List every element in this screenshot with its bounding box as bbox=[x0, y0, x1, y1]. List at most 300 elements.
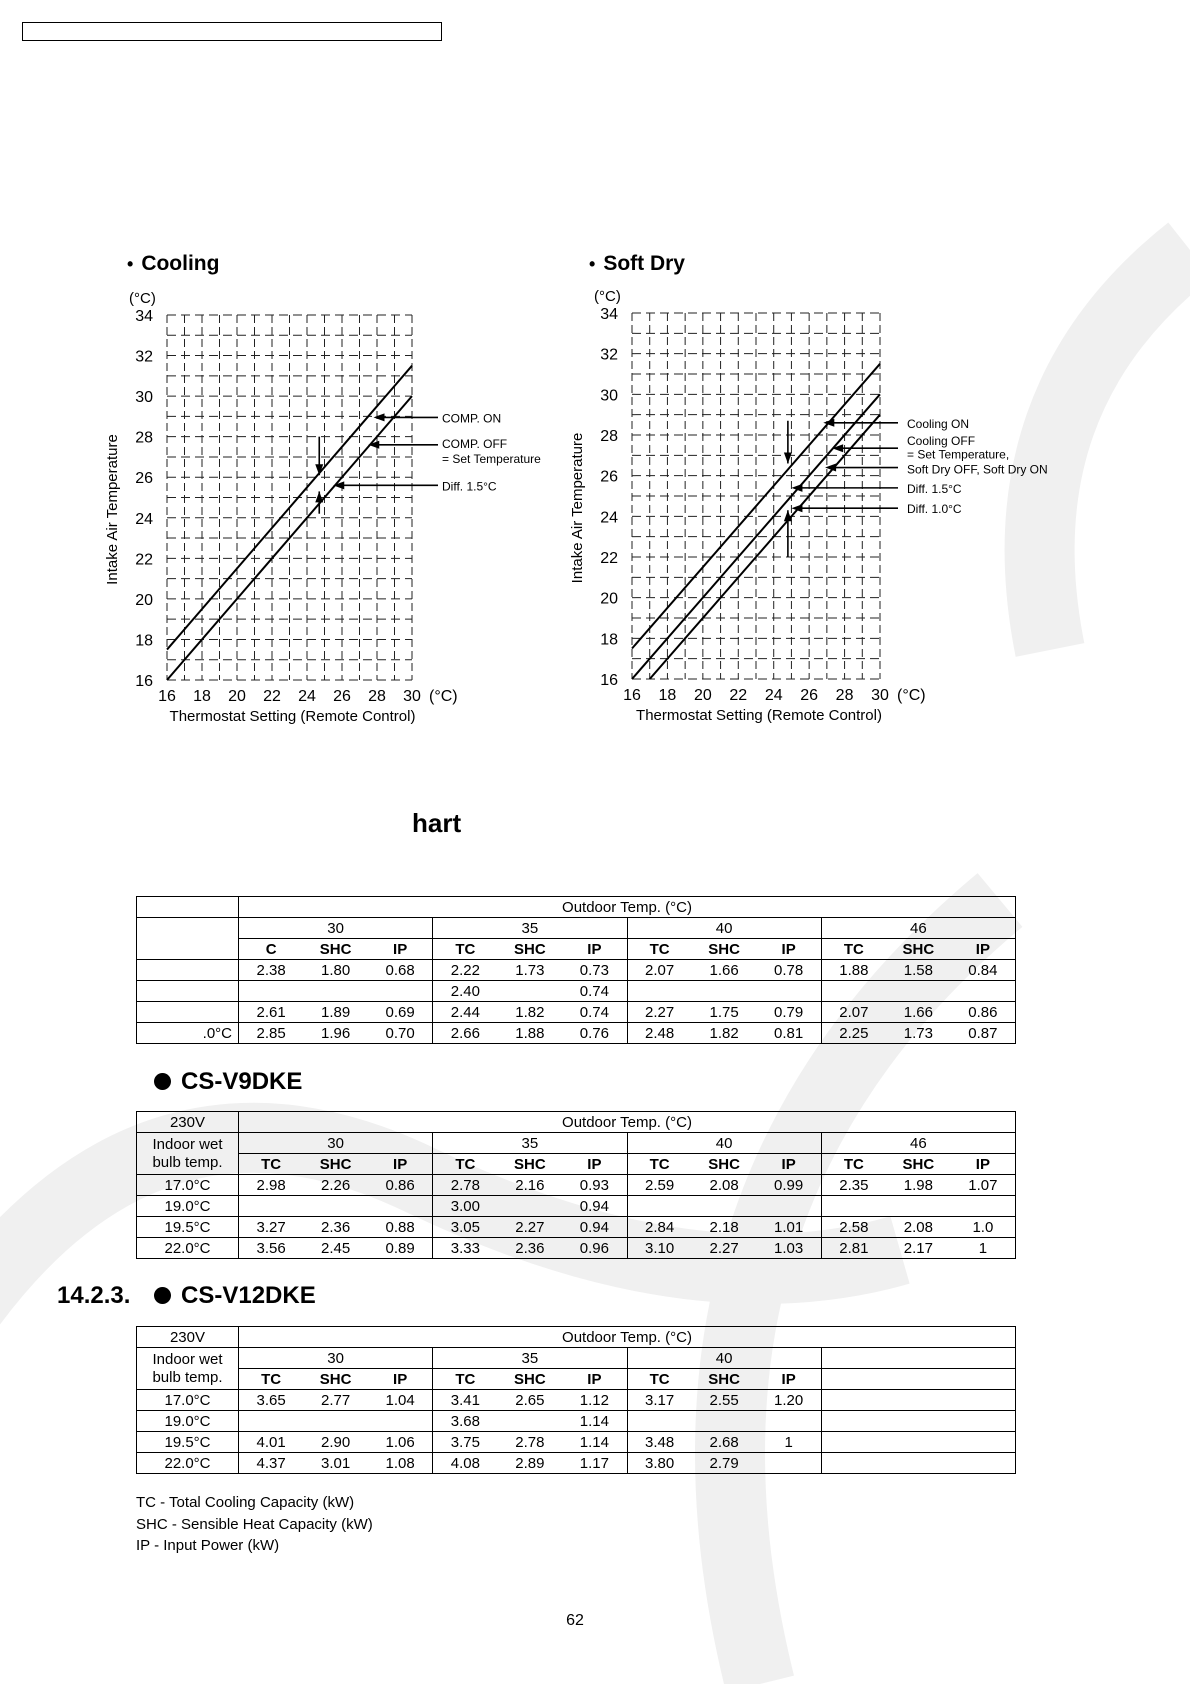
x-tick-label: 18 bbox=[658, 687, 677, 704]
y-tick-label: 20 bbox=[135, 591, 153, 609]
table-row bbox=[137, 1023, 1016, 1044]
x-tick-label: 16 bbox=[158, 688, 176, 705]
indoor-label-line1: Indoor wet bbox=[152, 1350, 223, 1368]
x-tick-label: 22 bbox=[263, 688, 281, 705]
outdoor-temp-35: 35 bbox=[433, 918, 627, 939]
column-header bbox=[951, 1369, 1016, 1390]
annotation-cooling-off: Cooling OFF bbox=[907, 434, 976, 449]
annotation-diff15: Diff. 1.5°C bbox=[907, 481, 962, 496]
table-cell: 2.27 bbox=[692, 1238, 757, 1259]
table-cell: 2.89 bbox=[498, 1453, 563, 1474]
x-tick-label: 16 bbox=[623, 687, 641, 704]
table-row bbox=[137, 960, 1016, 981]
table-cell: 1.82 bbox=[498, 1002, 563, 1023]
outdoor-temp-30: 30 bbox=[239, 1133, 433, 1154]
outdoor-temp-40: 40 bbox=[627, 918, 821, 939]
table-cell bbox=[368, 1411, 433, 1432]
table-cell: 0.78 bbox=[757, 960, 822, 981]
column-header: SHC bbox=[303, 1369, 368, 1390]
column-header: SHC bbox=[692, 939, 757, 960]
table-cell: 2.61 bbox=[239, 1002, 304, 1023]
diff-arrow-head bbox=[333, 481, 344, 489]
y-tick-label: 22 bbox=[600, 550, 618, 567]
y-tick-label: 32 bbox=[135, 348, 153, 366]
table-cell: 1.89 bbox=[303, 1002, 368, 1023]
corner-label bbox=[137, 897, 239, 918]
outdoor-temp-30: 30 bbox=[239, 918, 433, 939]
x-tick-label: 28 bbox=[835, 687, 854, 704]
table-cell: 0.93 bbox=[562, 1175, 627, 1196]
table-cell bbox=[757, 1196, 822, 1217]
x-tick-label: 20 bbox=[693, 687, 712, 704]
y-tick-label: 18 bbox=[135, 632, 153, 650]
table-cell: 1.98 bbox=[886, 1175, 951, 1196]
column-header: IP bbox=[951, 939, 1016, 960]
indoor-label-line1: Indoor wet bbox=[152, 1135, 223, 1153]
y-tick-label: 22 bbox=[135, 551, 153, 569]
table-cell bbox=[692, 1196, 757, 1217]
annotation-cooling-on: Cooling ON bbox=[907, 416, 970, 431]
table-cell: 3.33 bbox=[433, 1238, 498, 1259]
y-tick-label: 30 bbox=[600, 387, 618, 405]
table-row bbox=[137, 1002, 1016, 1023]
row-label: 17.0°C bbox=[137, 1175, 239, 1196]
table-cell: 0.74 bbox=[562, 1002, 627, 1023]
table-cell bbox=[239, 981, 304, 1002]
y-tick-label: 34 bbox=[600, 306, 618, 323]
x-tick-label: 18 bbox=[193, 688, 211, 705]
capacity-table-1 bbox=[136, 896, 1016, 1044]
x-tick-label: 24 bbox=[764, 687, 783, 704]
table-cell: 4.01 bbox=[239, 1432, 304, 1453]
table-cell bbox=[821, 1390, 886, 1411]
indoor-label-line2: bulb temp. bbox=[152, 1368, 223, 1386]
table-cell: 2.98 bbox=[239, 1175, 304, 1196]
page-number: 62 bbox=[566, 1612, 584, 1629]
table-cell bbox=[886, 1453, 951, 1474]
table-cell: 1.0 bbox=[951, 1217, 1016, 1238]
row-label: 17.0°C bbox=[137, 1390, 239, 1411]
column-header: TC bbox=[627, 939, 692, 960]
table-cell: 1.88 bbox=[821, 960, 886, 981]
column-header: IP bbox=[757, 1154, 822, 1175]
table-cell: 1.14 bbox=[562, 1432, 627, 1453]
outdoor-temp-40: 40 bbox=[627, 1348, 821, 1369]
table-cell bbox=[821, 1453, 886, 1474]
table-cell: 1.20 bbox=[757, 1390, 822, 1411]
unit-label-top: (°C) bbox=[129, 290, 156, 307]
outdoor-temp-46: 46 bbox=[821, 918, 1015, 939]
table-cell: 4.08 bbox=[433, 1453, 498, 1474]
table-cell: 1.66 bbox=[886, 1002, 951, 1023]
table-cell bbox=[368, 1196, 433, 1217]
table-cell: 1.01 bbox=[757, 1217, 822, 1238]
table-cell: 3.75 bbox=[433, 1432, 498, 1453]
table-cell bbox=[627, 1196, 692, 1217]
table-cell bbox=[692, 981, 757, 1002]
table-cell: 0.84 bbox=[951, 960, 1016, 981]
table-cell: 1.07 bbox=[951, 1175, 1016, 1196]
table-cell bbox=[886, 1432, 951, 1453]
row-label: 19.0°C bbox=[137, 1411, 239, 1432]
table-cell: 2.78 bbox=[433, 1175, 498, 1196]
y-tick-label: 26 bbox=[600, 468, 618, 486]
table-cell: 2.55 bbox=[692, 1390, 757, 1411]
bullet-icon bbox=[154, 1287, 171, 1304]
x-axis-label: Thermostat Setting (Remote Control) bbox=[169, 708, 416, 725]
cooling-title: • Cooling bbox=[127, 252, 220, 275]
table-cell: 0.70 bbox=[368, 1023, 433, 1044]
table-cell bbox=[821, 1196, 886, 1217]
column-header bbox=[886, 1369, 951, 1390]
table-cell bbox=[821, 1432, 886, 1453]
column-header: TC bbox=[239, 1154, 304, 1175]
section-v12-number: 14.2.3. bbox=[57, 1282, 131, 1309]
table-cell: 3.41 bbox=[433, 1390, 498, 1411]
table-cell: 1 bbox=[757, 1432, 822, 1453]
table-cell: 0.76 bbox=[562, 1023, 627, 1044]
y-tick-label: 18 bbox=[600, 631, 618, 649]
capacity-table-v12 bbox=[136, 1326, 1016, 1474]
outdoor-temp-46: 46 bbox=[821, 1133, 1015, 1154]
table-cell: 3.10 bbox=[627, 1238, 692, 1259]
table-cell: 2.40 bbox=[433, 981, 498, 1002]
table-cell: 3.48 bbox=[627, 1432, 692, 1453]
unit-label-top: (°C) bbox=[594, 288, 621, 305]
x-tick-label: 30 bbox=[871, 687, 889, 704]
table-cell: 2.81 bbox=[821, 1238, 886, 1259]
row-label: 19.5°C bbox=[137, 1217, 239, 1238]
row-label bbox=[137, 981, 239, 1002]
annotation-diff: Diff. 1.5°C bbox=[442, 479, 497, 494]
table-cell bbox=[951, 1432, 1016, 1453]
row-label bbox=[137, 1002, 239, 1023]
table-row bbox=[137, 1175, 1016, 1196]
table-cell bbox=[239, 1196, 304, 1217]
table-cell: 3.56 bbox=[239, 1238, 304, 1259]
table-cell: 2.35 bbox=[821, 1175, 886, 1196]
column-header: IP bbox=[368, 1154, 433, 1175]
column-header: IP bbox=[368, 1369, 433, 1390]
table-row bbox=[137, 981, 1016, 1002]
table-cell: 1.58 bbox=[886, 960, 951, 981]
table-row bbox=[137, 1432, 1016, 1453]
table-cell: 2.22 bbox=[433, 960, 498, 981]
legend-tc: TC - Total Cooling Capacity (kW) bbox=[136, 1494, 355, 1511]
table-cell: 1.88 bbox=[498, 1023, 563, 1044]
x-tick-label: 30 bbox=[403, 688, 421, 705]
column-header: TC bbox=[239, 1369, 304, 1390]
partial-heading: hart bbox=[412, 808, 462, 838]
column-header: IP bbox=[757, 939, 822, 960]
table-cell: 0.89 bbox=[368, 1238, 433, 1259]
y-tick-label: 28 bbox=[135, 429, 153, 447]
table-cell bbox=[757, 1453, 822, 1474]
table-cell: 3.17 bbox=[627, 1390, 692, 1411]
table-cell bbox=[886, 1390, 951, 1411]
table-cell: 0.96 bbox=[562, 1238, 627, 1259]
x-tick-label: 22 bbox=[729, 687, 748, 704]
cooling-chart bbox=[95, 280, 570, 770]
table-cell: 0.94 bbox=[562, 1196, 627, 1217]
diff-up-arrow-head bbox=[315, 491, 323, 502]
table-cell: 1.73 bbox=[498, 960, 563, 981]
column-header: SHC bbox=[692, 1154, 757, 1175]
table-cell: 0.79 bbox=[757, 1002, 822, 1023]
table-cell: 2.38 bbox=[239, 960, 304, 981]
table-cell: 1.75 bbox=[692, 1002, 757, 1023]
row-label: 22.0°C bbox=[137, 1453, 239, 1474]
table-cell: 0.69 bbox=[368, 1002, 433, 1023]
column-header: IP bbox=[562, 1369, 627, 1390]
table-cell: 1.17 bbox=[562, 1453, 627, 1474]
table-cell: 1.06 bbox=[368, 1432, 433, 1453]
legend-shc: SHC - Sensible Heat Capacity (kW) bbox=[136, 1515, 373, 1533]
x-tick-label: 26 bbox=[333, 688, 351, 705]
column-header: IP bbox=[757, 1369, 822, 1390]
table-row bbox=[137, 1411, 1016, 1432]
table-cell: 2.08 bbox=[692, 1175, 757, 1196]
y-tick-label: 24 bbox=[600, 509, 618, 527]
row-label: 22.0°C bbox=[137, 1238, 239, 1259]
indoor-label bbox=[137, 1348, 239, 1390]
x-axis-label: Thermostat Setting (Remote Control) bbox=[636, 707, 882, 724]
indoor-label bbox=[137, 918, 239, 960]
softdry-title: • Soft Dry bbox=[589, 252, 685, 275]
table-cell: 1.04 bbox=[368, 1390, 433, 1411]
column-header: SHC bbox=[303, 939, 368, 960]
table-cell: 2.07 bbox=[627, 960, 692, 981]
column-header: TC bbox=[821, 1154, 886, 1175]
table-cell: 2.08 bbox=[886, 1217, 951, 1238]
section-v9-title: CS-V9DKE bbox=[154, 1068, 302, 1096]
column-header: IP bbox=[951, 1154, 1016, 1175]
column-header: C bbox=[239, 939, 304, 960]
table-cell: 2.78 bbox=[498, 1432, 563, 1453]
table-cell: 0.73 bbox=[562, 960, 627, 981]
table-cell: 2.79 bbox=[692, 1453, 757, 1474]
table-cell: 2.44 bbox=[433, 1002, 498, 1023]
table-cell bbox=[498, 1196, 563, 1217]
table-cell: 2.16 bbox=[498, 1175, 563, 1196]
table-cell bbox=[951, 1411, 1016, 1432]
y-tick-label: 16 bbox=[135, 673, 153, 690]
y-tick-label: 34 bbox=[135, 308, 153, 325]
x-tick-label: 20 bbox=[228, 688, 246, 705]
table-cell: 2.85 bbox=[239, 1023, 304, 1044]
row-label: 19.0°C bbox=[137, 1196, 239, 1217]
table-cell bbox=[757, 981, 822, 1002]
table-cell: 3.65 bbox=[239, 1390, 304, 1411]
softdry-chart bbox=[565, 280, 1065, 770]
outdoor-temp-35: 35 bbox=[433, 1133, 627, 1154]
x-tick-label: 24 bbox=[298, 688, 316, 705]
table-cell: 2.36 bbox=[303, 1217, 368, 1238]
outdoor-temp-30: 30 bbox=[239, 1348, 433, 1369]
table-cell: 1.66 bbox=[692, 960, 757, 981]
y-tick-label: 16 bbox=[600, 672, 618, 689]
indoor-label bbox=[137, 1133, 239, 1175]
table-cell bbox=[886, 1411, 951, 1432]
column-header: SHC bbox=[498, 1369, 563, 1390]
annotation-diff10: Diff. 1.0°C bbox=[907, 502, 962, 517]
table-cell bbox=[821, 981, 886, 1002]
y-axis-label: Intake Air Temperature bbox=[569, 432, 586, 584]
table-cell bbox=[886, 981, 951, 1002]
column-header: SHC bbox=[498, 1154, 563, 1175]
table-cell bbox=[303, 1411, 368, 1432]
y-tick-label: 24 bbox=[135, 510, 153, 528]
annotation-set-temp: = Set Temperature bbox=[442, 451, 541, 466]
capacity-table-v9 bbox=[136, 1111, 1016, 1259]
table-cell: 2.45 bbox=[303, 1238, 368, 1259]
table-cell bbox=[368, 981, 433, 1002]
column-header: SHC bbox=[692, 1369, 757, 1390]
table-cell: 2.68 bbox=[692, 1432, 757, 1453]
bullet-icon bbox=[154, 1073, 171, 1090]
outdoor-temp-header: Outdoor Temp. (°C) bbox=[239, 1112, 1016, 1133]
comp-on-arrow-head bbox=[374, 413, 385, 421]
corner-label: 230V bbox=[137, 1327, 239, 1348]
table-cell: 2.26 bbox=[303, 1175, 368, 1196]
table-cell: 0.86 bbox=[368, 1175, 433, 1196]
table-cell: 1.12 bbox=[562, 1390, 627, 1411]
table-cell: 3.00 bbox=[433, 1196, 498, 1217]
column-header: SHC bbox=[303, 1154, 368, 1175]
x-tick-label: 28 bbox=[368, 688, 386, 705]
table-cell: 2.84 bbox=[627, 1217, 692, 1238]
x-tick-label: 26 bbox=[800, 687, 819, 704]
table-cell: 0.94 bbox=[562, 1217, 627, 1238]
table-cell: 2.25 bbox=[821, 1023, 886, 1044]
table-cell: 2.77 bbox=[303, 1390, 368, 1411]
outdoor-temp-blank bbox=[821, 1348, 1015, 1369]
table-cell: 1 bbox=[951, 1238, 1016, 1259]
table-cell: 0.86 bbox=[951, 1002, 1016, 1023]
column-header: TC bbox=[433, 1369, 498, 1390]
table-cell bbox=[627, 1411, 692, 1432]
table-cell bbox=[951, 1390, 1016, 1411]
column-header: TC bbox=[433, 1154, 498, 1175]
table-row bbox=[137, 1390, 1016, 1411]
table-cell: 0.99 bbox=[757, 1175, 822, 1196]
table-cell: 2.66 bbox=[433, 1023, 498, 1044]
table-cell: 4.37 bbox=[239, 1453, 304, 1474]
table-cell: 0.68 bbox=[368, 960, 433, 981]
table-cell: 1.14 bbox=[562, 1411, 627, 1432]
table-cell: 2.18 bbox=[692, 1217, 757, 1238]
table-cell bbox=[821, 1411, 886, 1432]
table-cell bbox=[951, 1453, 1016, 1474]
y-tick-label: 30 bbox=[135, 389, 153, 407]
cooling-off-arrow-head bbox=[832, 444, 843, 452]
table-cell: 0.88 bbox=[368, 1217, 433, 1238]
table-cell: 2.65 bbox=[498, 1390, 563, 1411]
legend bbox=[136, 1492, 373, 1557]
y-tick-label: 32 bbox=[600, 346, 618, 364]
column-header: TC bbox=[627, 1369, 692, 1390]
table-cell: 2.58 bbox=[821, 1217, 886, 1238]
table-cell bbox=[951, 981, 1016, 1002]
column-header: SHC bbox=[886, 939, 951, 960]
header-box bbox=[22, 22, 442, 41]
table-cell: 1.73 bbox=[886, 1023, 951, 1044]
indoor-label-line2: bulb temp. bbox=[152, 1153, 223, 1171]
outdoor-temp-header: Outdoor Temp. (°C) bbox=[239, 1327, 1016, 1348]
annotation-comp-on: COMP. ON bbox=[442, 411, 502, 426]
column-header: IP bbox=[368, 939, 433, 960]
table-cell bbox=[627, 981, 692, 1002]
table-cell: 0.87 bbox=[951, 1023, 1016, 1044]
outdoor-temp-40: 40 bbox=[627, 1133, 821, 1154]
table-cell: 1.08 bbox=[368, 1453, 433, 1474]
table-cell: 2.07 bbox=[821, 1002, 886, 1023]
table-cell: 2.17 bbox=[886, 1238, 951, 1259]
column-header: IP bbox=[562, 1154, 627, 1175]
annotation-softdry: Soft Dry OFF, Soft Dry ON bbox=[907, 462, 1048, 477]
table-cell bbox=[692, 1411, 757, 1432]
table-cell: 3.05 bbox=[433, 1217, 498, 1238]
section-v12-title: CS-V12DKE bbox=[154, 1282, 316, 1310]
column-header: IP bbox=[562, 939, 627, 960]
table-cell: 1.80 bbox=[303, 960, 368, 981]
table-cell bbox=[951, 1196, 1016, 1217]
column-header: TC bbox=[627, 1154, 692, 1175]
y-tick-label: 28 bbox=[600, 428, 618, 445]
corner-label: 230V bbox=[137, 1112, 239, 1133]
table-cell: 1.03 bbox=[757, 1238, 822, 1259]
table-row bbox=[137, 1453, 1016, 1474]
row-label: 19.5°C bbox=[137, 1432, 239, 1453]
table-cell bbox=[498, 981, 563, 1002]
table-cell: 2.90 bbox=[303, 1432, 368, 1453]
column-header: SHC bbox=[886, 1154, 951, 1175]
table-cell: 2.48 bbox=[627, 1023, 692, 1044]
table-cell: 0.74 bbox=[562, 981, 627, 1002]
table-cell: 1.96 bbox=[303, 1023, 368, 1044]
outdoor-temp-35: 35 bbox=[433, 1348, 627, 1369]
table-cell: 1.82 bbox=[692, 1023, 757, 1044]
table-cell: 3.68 bbox=[433, 1411, 498, 1432]
y-axis-label: Intake Air Temperature bbox=[104, 434, 121, 585]
table-cell bbox=[498, 1411, 563, 1432]
table-cell: 3.27 bbox=[239, 1217, 304, 1238]
legend-ip: IP - Input Power (kW) bbox=[136, 1537, 280, 1554]
series-line-3 bbox=[650, 415, 880, 679]
column-header: SHC bbox=[498, 939, 563, 960]
unit-label-right: (°C) bbox=[897, 687, 926, 704]
table-cell bbox=[886, 1196, 951, 1217]
y-tick-label: 20 bbox=[600, 590, 618, 608]
table-row bbox=[137, 1196, 1016, 1217]
table-cell bbox=[303, 1196, 368, 1217]
unit-label-right: (°C) bbox=[429, 688, 458, 705]
table-cell: 2.36 bbox=[498, 1238, 563, 1259]
outdoor-temp-header: Outdoor Temp. (°C) bbox=[239, 897, 1016, 918]
table-cell: 3.01 bbox=[303, 1453, 368, 1474]
softdry-down-arrow-head bbox=[784, 452, 792, 463]
y-tick-label: 26 bbox=[135, 470, 153, 488]
column-header: TC bbox=[433, 939, 498, 960]
table-cell: 0.81 bbox=[757, 1023, 822, 1044]
row-label: .0°C bbox=[137, 1023, 239, 1044]
table-row bbox=[137, 1238, 1016, 1259]
table-row bbox=[137, 1217, 1016, 1238]
row-label bbox=[137, 960, 239, 981]
column-header bbox=[821, 1369, 886, 1390]
table-cell bbox=[757, 1411, 822, 1432]
column-header: TC bbox=[821, 939, 886, 960]
